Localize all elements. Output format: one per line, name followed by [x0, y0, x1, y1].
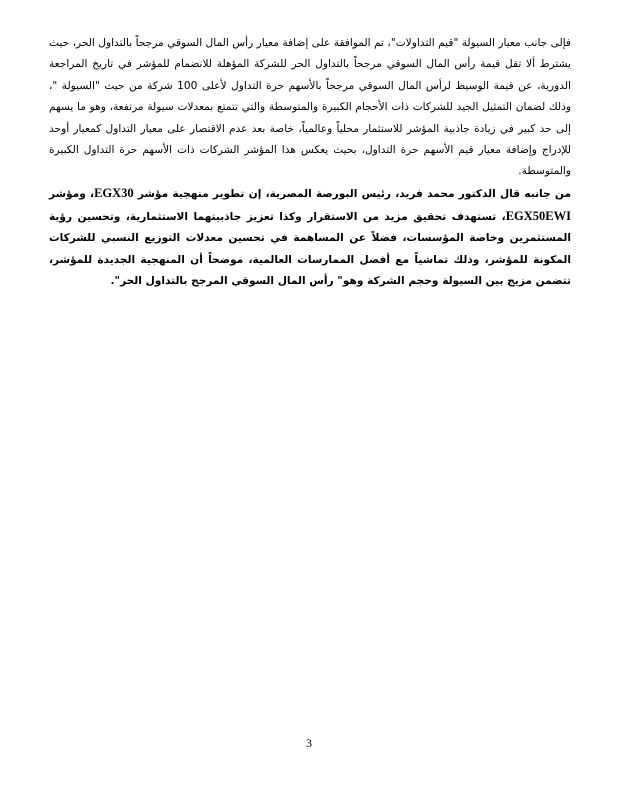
- paragraph-exchange-chairman-statement: [49, 183, 571, 293]
- statement-intro-text: من جانبه قال الدكتور محمد فريد، رئيس البورصة المصرية، إن تطوير منهجية مؤشر: [133, 188, 571, 200]
- index-name-egx50ewi: EGX50EWI: [505, 208, 571, 223]
- statement-body-text: ، تستهدف تحقيق مزيد من الاستقرار وكذا تعزيز جاذبيتهما الاستثمارية، وتحسين رؤية المستثمرين وخاصة المؤسسات، فضلاً عن المساهمة في تحسين معدلات التوزيع النسبي للشركات المكونة للمؤشر، وذلك تماشياً مع أفضل الممارسات العالمية، موضحاً أن المنهجية الجديدة للمؤشر، تتضمن مزيج بين السيولة وحجم الشركة وهو" رأس المال السوقي المرجح بالتداول الحر".: [49, 210, 571, 288]
- paragraph-liquidity-criteria: فإلى جانب معيار السيولة "قيم التداولات"، تم الموافقة على إضافة معيار رأس المال السوقي مرجحاً بالتداول الحر، حيث يشترط ألا تقل قيمة رأس المال السوقي مرجحاً بالتداول الحر للشركة المؤهلة للانضمام للمؤشر في تاريخ المراجعة الدورية، عن قيمة الوسيط لرأس المال السوقي مرجحاً بالأسهم حرة التداول لأعلى 100 شركة من حيث "السيولة "، وذلك لضمان التمثيل الجيد للشركات ذات الأحجام الكبيرة والمتوسطة والتي تتمتع بمعدلات سيولة مرتفعة، وهو ما يسهم إلى حد كبير في زيادة جاذبية المؤشر للاستثمار محلياً وعالمياً، خاصة بعد عدم الاقتصار على معيار التداول كمعيار أوحد للإدراج وإضافة معيار قيم الأسهم حرة التداول، بحيث يعكس هذا المؤشر الشركات ذات الأسهم حرة التداول الكبيرة والمتوسطة.: [49, 37, 571, 178]
- statement-connector-text: ، ومؤشر: [49, 188, 95, 200]
- page-number: 3: [306, 736, 312, 750]
- index-name-egx30: EGX30: [94, 186, 134, 200]
